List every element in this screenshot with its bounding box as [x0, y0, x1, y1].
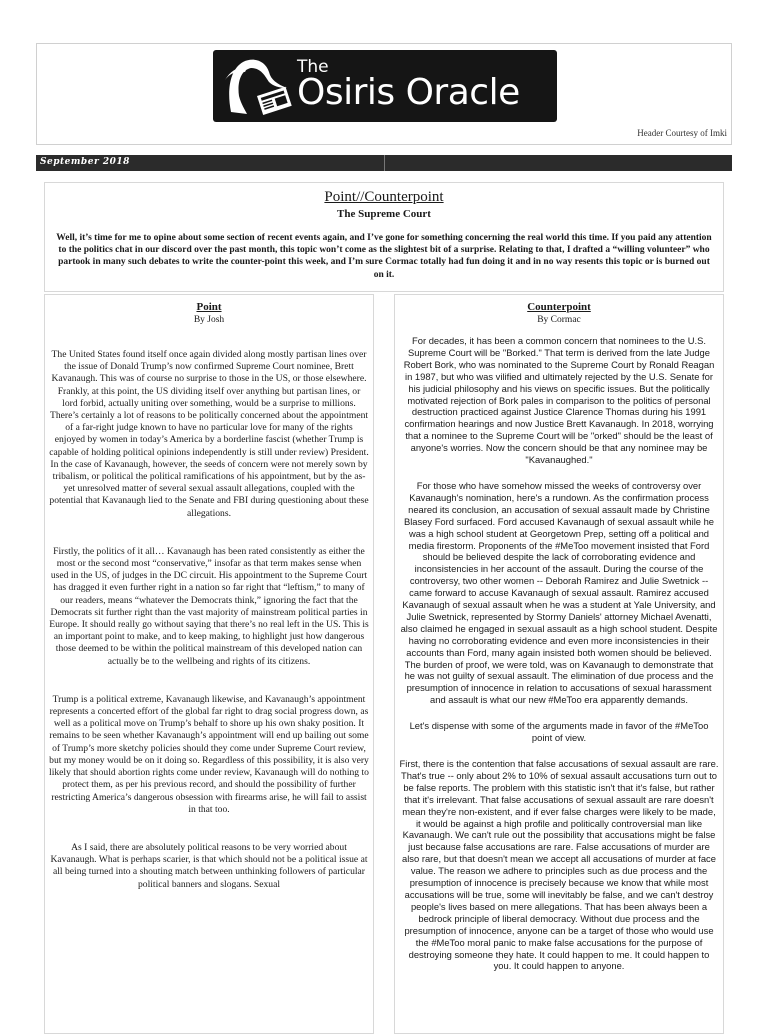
header-credit: Header Courtesy of Imki [637, 128, 727, 138]
logo-name: Osiris Oracle [297, 72, 520, 113]
counterpoint-column [394, 294, 724, 1034]
article-subtitle: The Supreme Court [337, 208, 431, 220]
point-paragraph: Firstly, the politics of it all… Kavanaugh has been rated consistently as either the most or the second most “conservative,” insofar as that term makes sense when used in the US, of judges in the DC circuit. His appointment to the Supreme Court has dragged it even further right in a nation so far right that “leftism,” to many of our readers, means “whatever the Democrats think,” ignoring the fact that the Democrats sit further right than the vast majority of mainstream political parties in Europe. It should really go without saying that there’s no real left in the US. This is an important point to make, and to keep making, to highlight just how dangerous those deemed to be within the political mainstream of this developed nation can actually be to the wellbeing and rights of its citizens. [49, 545, 369, 667]
article-title: Point//Counterpoint [324, 189, 444, 205]
logo-the: The [297, 57, 329, 77]
counterpoint-paragraph: For decades, it has been a common concern that nominees to the U.S. Supreme Court will be "Borked." That term is derived from the late Judge Robert Bork, who was nominated to the Supreme Court by Ronald Reagan in 1987, but who was vilified and ultimately rejected by the U.S. Senate for his judicial philosophy and his views on specific issues. But the politically motivated rejection of Bork pales in comparison to the politics of personal destruction practiced against Justice Clarence Thomas during his 1991 confirmation hearings and now Justice Brett Kavanaugh. In 2018, worrying that a nominee to the Supreme Court will be "orked" should be the least of anyone's worries. Now the concern should be that any nominee may be "Kavanaughed." [403, 335, 715, 466]
point-column [44, 294, 374, 1034]
point-paragraph: Trump is a political extreme, Kavanaugh likewise, and Kavanaugh’s appointment represents a concerted effort of the global far right to drag social progress down, as well as a political move on Trump’s behalf to shore up his own shaky position. It remains to be seen whether Kavanaugh’s appointment will end up bailing out some of Trump’s more sketchy policies should they come under Supreme Court review, but my money would be on it doing so. Regardless of this possibility, it is also very likely that should abortion rights come under review, Kavanaugh will do nothing to protect them, as per his previous record, and should the possibility of further restricting America’s dangerous obsession with firearms arise, he will fail to assist in that too. [49, 693, 369, 815]
point-paragraph: As I said, there are absolutely political reasons to be very worried about Kavanaugh. What is perhaps scarier, is that which should not be a political issue at all being turned into a shouting match between unthinking followers of particular political banners and slogans. Sexual [50, 841, 368, 890]
masthead [36, 43, 732, 145]
counterpoint-heading: Counterpoint [527, 301, 591, 313]
issue-date: September 2018 [40, 157, 130, 167]
counterpoint-paragraph: First, there is the contention that false accusations of sexual assault are rare. That's true -- only about 2% to 10% of sexual assault accusations turn out to be false reports. The problem with this statistic isn't that it's false, but rather that it's irrelevant. That false accusations of sexual assault are rare doesn't mean they're non-existent, and if ever false charges were likely to be made, it would be against a high profile and politically controversial man like Kavanaugh. We can't rule out the possibility that accusations might be false just because false accusations are rare. False accusations of murder are also rare, but that doesn't mean we accept all accusations of murder at face value. The reason we adhere to principles such as due process and the presumption of innocence is precisely because we know that while most accusations will be true, some will inevitably be false, and we can't destroy people's lives based on mere allegations. That has been always been a bedrock principle of liberal democracy. Without due process and the presumption of innocence, anyone can be a target of those who would use the #MeToo moral panic to make false accusations for the purpose of destroying someone they hate. It could happen to me. It could happen to you. It could happen to anyone. [399, 758, 719, 972]
counterpoint-paragraph: Let's dispense with some of the arguments made in favor of the #MeToo point of view. [409, 720, 709, 744]
article-intro-box [44, 182, 724, 292]
date-band [36, 155, 732, 171]
ibis-newspaper-logo-icon [217, 52, 303, 120]
counterpoint-byline: By Cormac [537, 315, 581, 325]
osiris-oracle-logo [213, 50, 557, 122]
point-heading: Point [196, 301, 222, 313]
counterpoint-paragraph: For those who have somehow missed the weeks of controversy over Kavanaugh's nomination, here's a rundown. As the confirmation process neared its conclusion, an accusation of sexual assault made by Christine Blasey Ford surfaced. Ford accused Kavanaugh of sexual assault while he was a high school student at Georgetown Prep, setting off a political and media firestorm. Proponents of the #MeToo movement insisted that Ford should be believed despite the lack of corroborating evidence and inconsistencies in her account of the assault. During the course of the controversy, two other women -- Deborah Ramirez and Julie Swetnick -- came forward to accuse Kavanaugh of sexual assault. Ramirez accused Kavanaugh of sexual assault when he was a student at Yale University, and Julie Swetnick, represented by Stormy Daniels' attorney Michael Avenatti, also claimed he engaged in sexual assault as a high school student. Despite having no corroborating evidence and even more inconsistencies in their accounts than Ford, many again insisted both women should be believed. The burden of proof, we were told, was on Kavanaugh to demonstrate that he was not guilty of sexual assault. The elimination of due process and the presumption of innocence in relation to accusations of sexual harassment and assault is what our new #MeToo era apparently demands. [400, 479, 718, 706]
point-byline: By Josh [193, 315, 225, 325]
date-band-divider [384, 155, 385, 171]
article-intro: Well, it’s time for me to opine about some section of recent events again, and I’ve gone for something concerning the real world this time. If you paid any attention to the politics chat in our discord over the past month, this topic won’t come as the slightest bit of a surprise. Relating to that, I drafted a “willing volunteer” who partook in many such debates to write the counter-point this week, and I’m sure Cormac totally had fun doing it and in no way resents this topic or is burned out on it. [56, 233, 712, 280]
point-paragraph: The United States found itself once again divided along mostly partisan lines over the issue of Donald Trump’s now confirmed Supreme Court nominee, Brett Kavanaugh. This was of course no surprise to those in the US, or those elsewhere. Frankly, at this point, the US dividing itself over anything but partisan lines, or lord forbid, actually uniting over something, would be a surprise to millions. There’s certainly a lot of reasons to be politically concerned about the appointment of a far-right judge known to have no particular love for many of the rights enjoyed by women in today’s America by a borderline fascist (whether Trump is capable of holding political opinions independently is still under review) President. In the case of Kavanaugh, however, the seeds of concern were not merely sown by tribalism, or political the political ramifications of his appointment, but by the as-yet unresolved matter of several sexual assault allegations, coupled with the potential that Kavanaugh lied to the Senate and FBI during questioning about these allegations. [49, 349, 369, 519]
